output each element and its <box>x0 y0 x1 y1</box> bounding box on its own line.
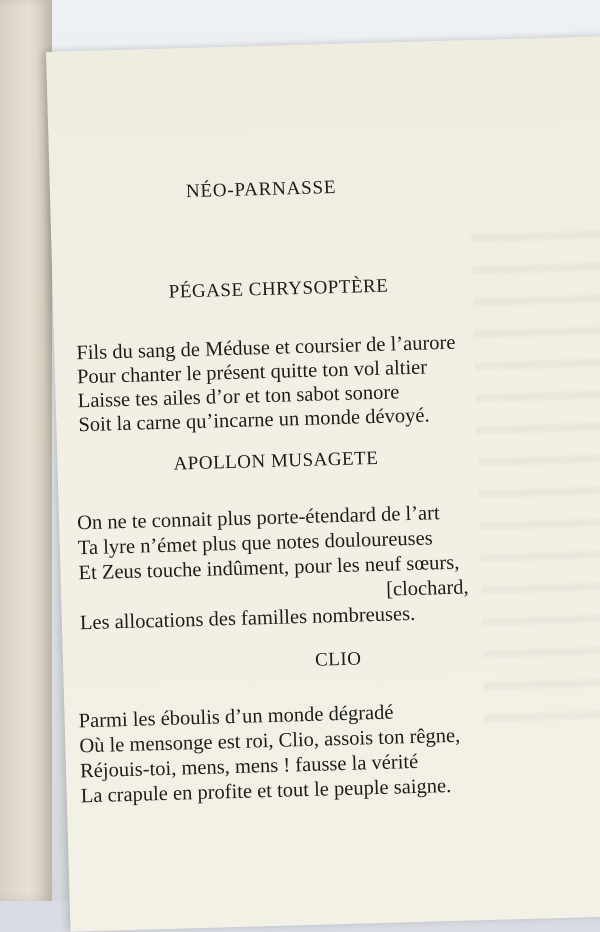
poem-content <box>46 35 600 931</box>
poem-title-clio: CLIO <box>314 648 362 671</box>
page-title: NÉO-PARNASSE <box>185 176 337 203</box>
verse-line: Laisse tes ailes d’or et ton sabot sonore <box>77 381 400 413</box>
verse-line: Pour chanter le présent quitte ton vol altier <box>76 356 428 389</box>
verse-line: Et Zeus touche indûment, pour les neuf sœurs, <box>78 551 460 585</box>
verse-line: On ne te connait plus porte-étendard de l’art <box>76 502 440 535</box>
book-page <box>46 35 600 931</box>
verse-line: Parmi les éboulis d’un monde dégradé <box>78 701 394 733</box>
verse-line: Réjouis-toi, mens, mens ! fausse la vérité <box>79 750 419 783</box>
verse-line: Ta lyre n’émet plus que notes douloureuses <box>77 527 433 560</box>
poem-title-apollon: APOLLON MUSAGETE <box>173 447 379 475</box>
facing-page-edge <box>0 0 52 901</box>
verse-line: Où le mensonge est roi, Clio, assois ton rêgne, <box>79 724 461 758</box>
verse-line: Soit la carne qu’incarne un monde dévoyé. <box>78 404 430 437</box>
verse-line: Les allocations des familles nombreuses. <box>79 602 416 635</box>
verse-line: La crapule en profite et tout le peuple saigne. <box>80 774 452 808</box>
verse-line: Fils du sang de Méduse et coursier de l’aurore <box>76 331 456 365</box>
verse-line-overflow: [clochard, <box>385 576 469 601</box>
poem-title-pegase: PÉGASE CHRYSOPTÈRE <box>168 275 389 303</box>
